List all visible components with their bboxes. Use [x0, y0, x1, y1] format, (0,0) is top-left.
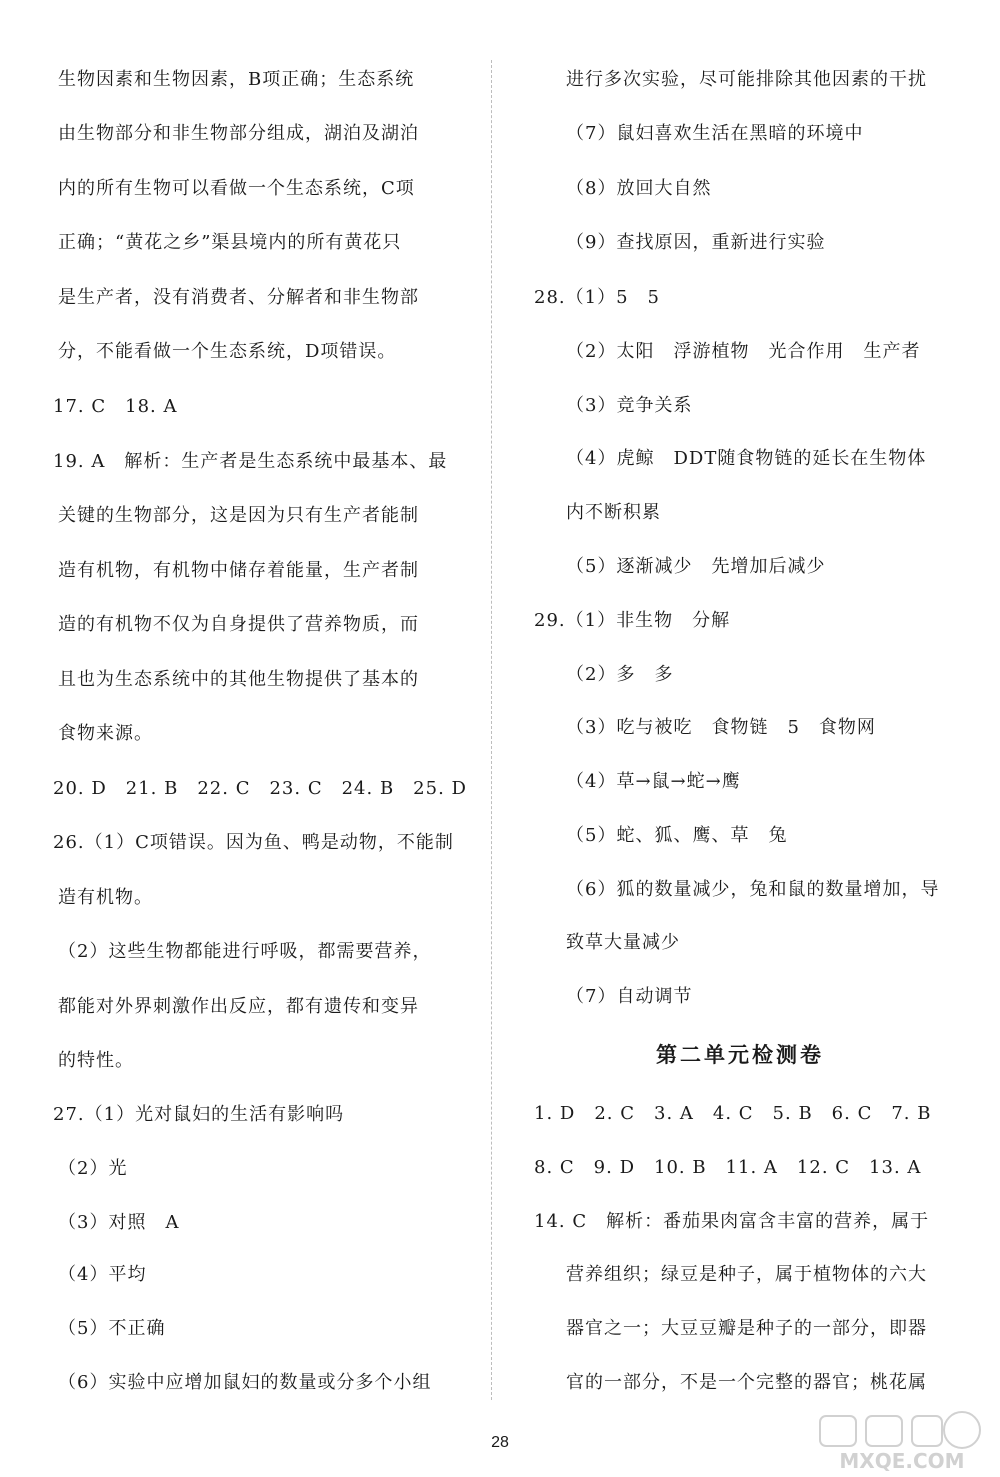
text-line: （3）吃与被吃 食物链 5 食物网: [566, 717, 876, 738]
svg-text:MXQE.COM: MXQE.COM: [839, 1449, 965, 1473]
text-line: 由生物部分和非生物部分组成，湖泊及湖泊: [58, 123, 419, 144]
text-line: 是生产者，没有消费者、分解者和非生物部: [58, 287, 419, 308]
text-line: 官的一部分，不是一个完整的器官；桃花属: [566, 1372, 927, 1393]
page-number: 28: [491, 1434, 509, 1451]
text-line: 的特性。: [58, 1050, 134, 1071]
watermark-logo: [812, 1408, 992, 1474]
text-line: （4）草→鼠→蛇→鹰: [566, 771, 741, 792]
text-line: 分，不能看做一个生态系统，D项错误。: [58, 341, 397, 362]
text-line: 致草大量减少: [566, 932, 680, 953]
text-line: （4）平均: [58, 1264, 147, 1285]
text-line: （5）逐渐减少 先增加后减少: [566, 556, 826, 577]
text-line: 造有机物，有机物中储存着能量，生产者制: [58, 560, 419, 581]
section-title: 第二单元检测卷: [656, 1042, 824, 1067]
text-line: 进行多次实验，尽可能排除其他因素的干扰: [566, 69, 927, 90]
answer-line: 28.（1）5 5: [534, 287, 660, 308]
text-line: 正确；“黄花之乡”渠县境内的所有黄花只: [58, 232, 402, 253]
answer-line: 1. D 2. C 3. A 4. C 5. B 6. C 7. B: [534, 1103, 932, 1124]
text-line: 生物因素和生物因素，B项正确；生态系统: [58, 69, 415, 90]
answer-line: 29.（1）非生物 分解: [534, 610, 731, 631]
text-line: 营养组织；绿豆是种子，属于植物体的六大: [566, 1264, 927, 1285]
answer-line: 19. A 解析：生产者是生态系统中最基本、最: [53, 451, 448, 472]
text-line: 器官之一；大豆豆瓣是种子的一部分，即器: [566, 1318, 927, 1339]
answer-line: 8. C 9. D 10. B 11. A 12. C 13. A: [534, 1157, 922, 1178]
text-line: （2）太阳 浮游植物 光合作用 生产者: [566, 341, 921, 362]
text-line: （8）放回大自然: [566, 178, 712, 199]
text-line: 且也为生态系统中的其他生物提供了基本的: [58, 669, 419, 690]
text-line: 造有机物。: [58, 887, 153, 908]
text-line: （5）蛇、狐、鹰、草 兔: [566, 825, 788, 846]
text-line: （2）多 多: [566, 664, 674, 685]
text-line: （2）光: [58, 1158, 128, 1179]
text-line: 造的有机物不仅为自身提供了营养物质，而: [58, 614, 419, 635]
text-line: 都能对外界刺激作出反应，都有遗传和变异: [58, 996, 419, 1017]
text-line: （4）虎鲸 DDT随食物链的延长在生物体: [566, 448, 927, 469]
text-line: 内不断积累: [566, 502, 661, 523]
text-line: （3）对照 A: [58, 1212, 180, 1233]
text-line: 食物来源。: [58, 723, 153, 744]
text-line: （3）竞争关系: [566, 395, 693, 416]
text-line: （7）自动调节: [566, 986, 693, 1007]
answer-line: 26.（1）C项错误。因为鱼、鸭是动物，不能制: [53, 832, 454, 853]
text-line: （5）不正确: [58, 1318, 166, 1339]
text-line: 内的所有生物可以看做一个生态系统，C项: [58, 178, 415, 199]
answer-line: 17. C 18. A: [53, 396, 178, 417]
answer-line: 14. C 解析：番茄果肉富含丰富的营养，属于: [534, 1211, 930, 1232]
text-line: （6）实验中应增加鼠妇的数量或分多个小组: [58, 1372, 432, 1393]
column-divider: [491, 60, 492, 1400]
answer-line: 20. D 21. B 22. C 23. C 24. B 25. D: [53, 778, 467, 799]
text-line: （6）狐的数量减少，兔和鼠的数量增加，导: [566, 879, 940, 900]
text-line: （7）鼠妇喜欢生活在黑暗的环境中: [566, 123, 864, 144]
text-line: （9）查找原因，重新进行实验: [566, 232, 826, 253]
text-line: 关键的生物部分，这是因为只有生产者能制: [58, 505, 419, 526]
text-line: （2）这些生物都能进行呼吸，都需要营养，: [58, 941, 432, 962]
answer-line: 27.（1）光对鼠妇的生活有影响吗: [53, 1104, 345, 1125]
